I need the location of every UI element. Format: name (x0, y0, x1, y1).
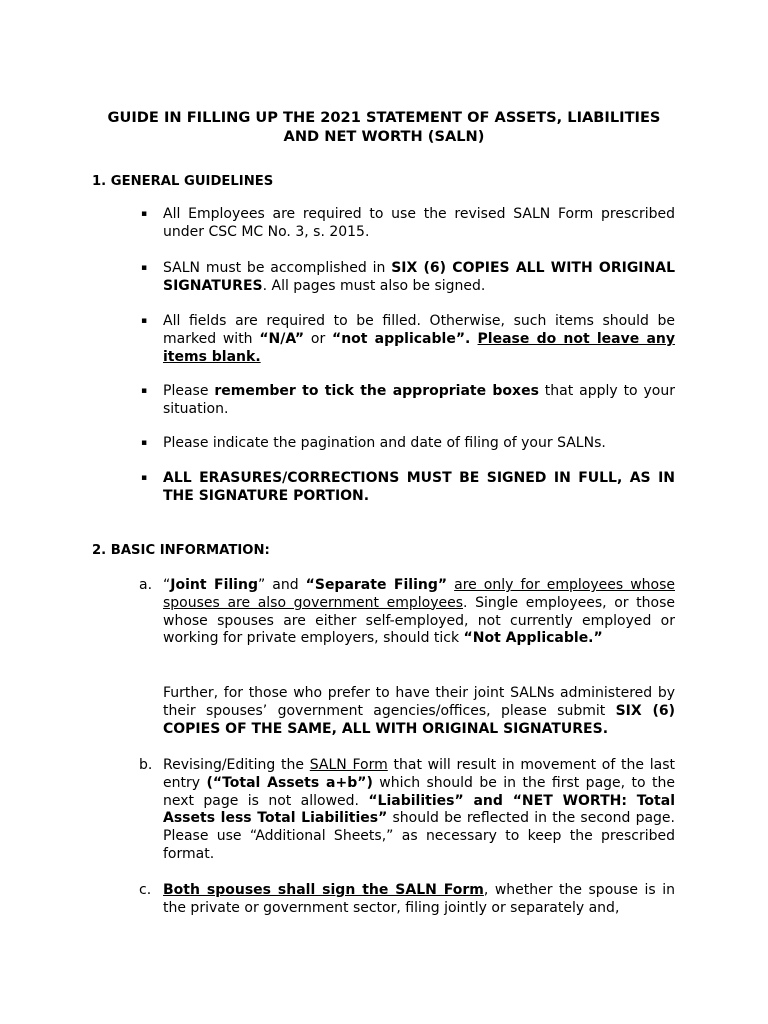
bullet-icon: ▪ (141, 209, 148, 219)
title-line-2: AND NET WORTH (SALN) (283, 127, 485, 145)
bullet-icon: ▪ (141, 263, 148, 273)
guideline-item-6: ALL ERASURES/CORRECTIONS MUST BE SIGNED IN FULL, AS IN THE SIGNATURE PORTION. (163, 470, 675, 504)
item-letter-c: c. (139, 882, 152, 898)
basic-info-item-b: Revising/Editing the SALN Form that will result in movement of the last entry (“Total Assets a+b”) which should be in the first page, to the next page is not allowed. “Liabilities” and “NET WORTH: Total Assets less Total Liabilities” should be reflected in the second page. Please use “Additional Sheets,” as necessary to keep the prescribed format. (163, 757, 676, 862)
section-heading-general-guidelines: 1. GENERAL GUIDELINES (92, 174, 274, 189)
item-letter-a: a. (139, 577, 153, 593)
bullet-icon: ▪ (141, 316, 148, 326)
guideline-item-5: Please indicate the pagination and date of filing of your SALNs. (163, 435, 606, 451)
basic-info-item-a: “Joint Filing” and “Separate Filing” are only for employees whose spouses are also government employees. Single employees, or those whose spouses are either self-employed, not currently employed or working for private employers, should tick “Not Applicable.” (163, 577, 675, 647)
title-line-1: GUIDE IN FILLING UP THE 2021 STATEMENT OF ASSETS, LIABILITIES (107, 109, 661, 126)
guideline-item-4: Please remember to tick the appropriate boxes that apply to your situation. (163, 383, 676, 417)
section-heading-basic-information: 2. BASIC INFORMATION: (92, 543, 270, 558)
bullet-icon: ▪ (141, 438, 148, 448)
bullet-icon: ▪ (141, 386, 148, 396)
guideline-item-1: All Employees are required to use the revised SALN Form prescribed under CSC MC No. 3, s. 2015. (163, 206, 675, 240)
guideline-item-2: SALN must be accomplished in SIX (6) COPIES ALL WITH ORIGINAL SIGNATURES. All pages must also be signed. (163, 260, 675, 294)
basic-info-item-a-paragraph-2: Further, for those who prefer to have their joint SALNs administered by their spouses’ government agencies/offices, please submit SIX (6) COPIES OF THE SAME, ALL WITH ORIGINAL SIGNATURES. (163, 685, 675, 737)
item-letter-b: b. (139, 757, 153, 773)
bullet-icon: ▪ (141, 473, 148, 483)
document-title (90, 109, 678, 146)
guideline-item-3: All fields are required to be filled. Otherwise, such items should be marked with “N/A” or “not applicable”. Please do not leave any items blank. (163, 313, 675, 365)
basic-info-item-c: Both spouses shall sign the SALN Form, whether the spouse is in the private or government sector, filing jointly or separately and, (163, 882, 675, 916)
